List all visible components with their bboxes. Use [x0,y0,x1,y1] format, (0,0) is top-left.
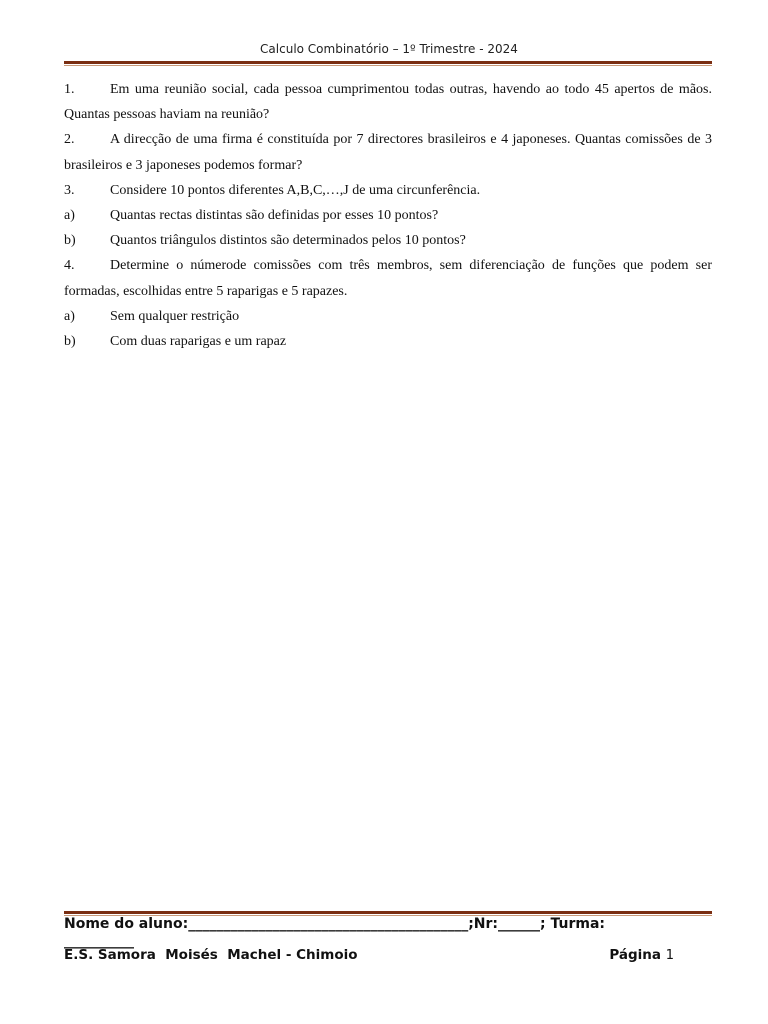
footer-school-row [64,947,674,963]
question-number: a) [64,208,75,224]
question-number: b) [64,233,76,249]
question-text: Quantas rectas distintas são definidas por esses 10 pontos? [110,208,439,224]
header-rule [64,61,712,66]
question-number: 2. [64,132,75,148]
question-text: Em uma reunião social, cada pessoa cumprimentou todas outras, havendo ao todo 45 apertos de mãos. Quantas pessoas haviam na reunião? [64,82,712,123]
question-4a [64,304,712,329]
question-3 [64,178,712,203]
question-3b [64,228,712,253]
page-indicator [609,947,674,963]
question-3a [64,203,712,228]
question-2 [64,127,712,177]
student-info-line: Nome do aluno:________________________________________;Nr:______; Turma: [64,916,606,932]
question-4b [64,329,712,354]
question-1 [64,77,712,127]
question-text: Determine o númerode comissões com três membros, sem diferenciação de funções que podem ser formadas, escolhidas entre 5 raparigas e 5 rapazes. [64,258,712,299]
question-text: Quantos triângulos distintos são determinados pelos 10 pontos? [110,233,466,249]
school-name: E.S. Samora Moisés Machel - Chimoio [64,947,358,963]
document-header-title: Calculo Combinatório – 1º Trimestre - 2024 [260,42,518,56]
question-number: 4. [64,258,75,274]
question-number: 1. [64,82,75,97]
question-text: A direcção de uma firma é constituída por 7 directores brasileiros e 4 japoneses. Quantas comissões de 3 brasileiros e 3 japoneses podemos formar? [64,132,712,173]
question-number: b) [64,334,76,350]
question-4 [64,253,712,303]
question-number: 3. [64,182,75,198]
question-text: Com duas raparigas e um rapaz [110,334,287,350]
page-label: Página [609,947,662,963]
page-number: 1 [665,948,674,963]
student-info-line-continuation: __________ [64,933,134,949]
question-text: Sem qualquer restrição [110,308,240,324]
questions-list [64,77,712,354]
question-text: Considere 10 pontos diferentes A,B,C,…,J de uma circunferência. [110,182,481,198]
question-number: a) [64,308,75,324]
